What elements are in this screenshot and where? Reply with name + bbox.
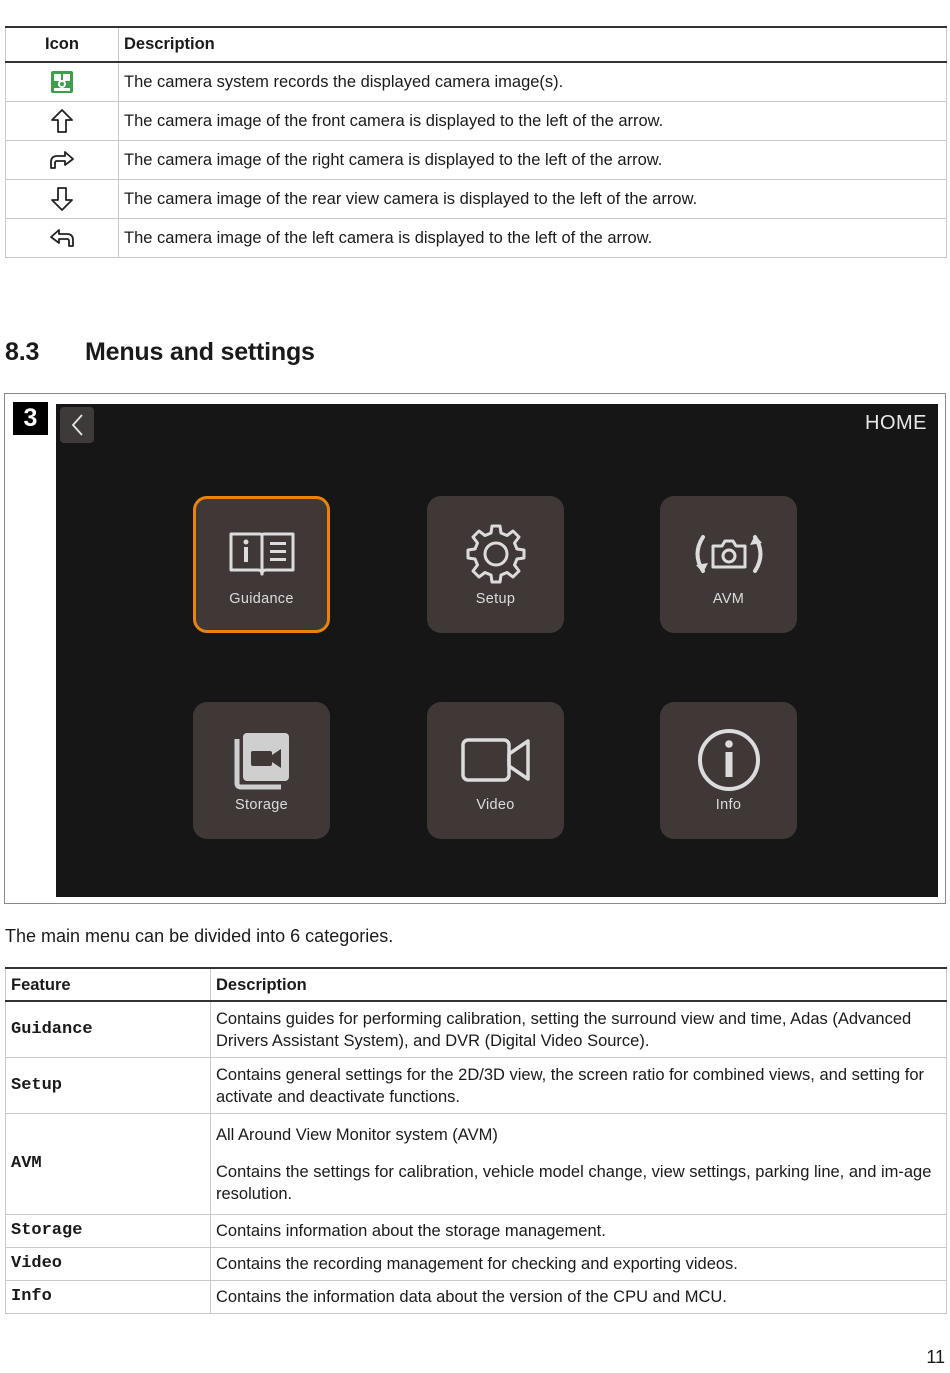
table-row xyxy=(6,1001,947,1058)
table-row xyxy=(6,1114,947,1215)
guidance-tile[interactable] xyxy=(193,496,330,633)
table-row xyxy=(6,1058,947,1114)
video-camera-icon xyxy=(459,734,533,786)
icon-description: The camera image of the right camera is displayed to the left of the arrow. xyxy=(119,141,947,180)
description-column-header: Description xyxy=(119,27,947,62)
figure-frame xyxy=(4,393,946,904)
figure-number: 3 xyxy=(13,402,48,435)
table-row xyxy=(6,1248,947,1281)
feature-description: Contains the information data about the version of the CPU and MCU. xyxy=(216,1288,727,1306)
table-row xyxy=(6,62,947,102)
feature-description: Contains information about the storage management. xyxy=(216,1222,606,1240)
feature-column-header: Feature xyxy=(6,968,211,1001)
table-row xyxy=(6,219,947,258)
record-camera-icon xyxy=(50,70,74,94)
feature-name: Guidance xyxy=(6,1001,211,1058)
info-tile[interactable] xyxy=(660,702,797,839)
feature-description: All Around View Monitor system (AVM) xyxy=(216,1125,498,1144)
icon-description: The camera image of the left camera is displayed to the left of the arrow. xyxy=(119,219,947,258)
home-screen xyxy=(56,404,938,897)
icon-table xyxy=(5,26,947,258)
tile-label: Setup xyxy=(475,591,516,607)
section-heading xyxy=(5,338,315,367)
arrow-up-icon xyxy=(50,108,74,134)
icon-description: The camera system records the displayed camera image(s). xyxy=(119,62,947,102)
feature-description: Contains the settings for calibration, vehicle model change, view settings, parking line, and im-age resolution. xyxy=(216,1162,932,1203)
table-row xyxy=(6,1281,947,1314)
table-row xyxy=(6,141,947,180)
tile-label: Guidance xyxy=(229,591,294,607)
tile-label: AVM xyxy=(712,591,745,607)
video-tile[interactable] xyxy=(427,702,564,839)
book-info-icon xyxy=(227,528,297,580)
media-storage-icon xyxy=(229,727,295,793)
feature-description: Contains general settings for the 2D/3D view, the screen ratio for combined views, and setting for activate and deactivate functions. xyxy=(216,1065,925,1106)
table-row xyxy=(6,102,947,141)
section-number: 8.3 xyxy=(5,338,40,366)
storage-tile[interactable] xyxy=(193,702,330,839)
feature-name: Setup xyxy=(6,1058,211,1114)
arrow-down-icon xyxy=(50,186,74,212)
page-number: 11 xyxy=(926,1347,945,1367)
gear-icon xyxy=(464,522,528,586)
table-row xyxy=(6,180,947,219)
back-button[interactable] xyxy=(60,407,94,443)
intro-paragraph: The main menu can be divided into 6 categories. xyxy=(5,926,394,946)
info-icon xyxy=(696,727,762,793)
feature-name: Info xyxy=(6,1281,211,1314)
tile-label: Info xyxy=(715,797,742,813)
arrow-left-icon xyxy=(49,227,75,249)
setup-tile[interactable] xyxy=(427,496,564,633)
feature-description: Contains guides for performing calibration, setting the surround view and time, Adas (Advanced Drivers Assistant System), and DVR (Digital Video Source). xyxy=(216,1009,912,1050)
feature-name: AVM xyxy=(6,1114,211,1215)
feature-name: Storage xyxy=(6,1215,211,1248)
icon-column-header: Icon xyxy=(6,27,119,62)
tile-label: Storage xyxy=(235,797,288,813)
table-row xyxy=(6,1215,947,1248)
feature-table xyxy=(5,967,947,1314)
description-column-header: Description xyxy=(211,968,947,1001)
feature-description: Contains the recording management for checking and exporting videos. xyxy=(216,1255,738,1273)
feature-name: Video xyxy=(6,1248,211,1281)
tile-label: Video xyxy=(476,797,515,813)
icon-description: The camera image of the front camera is displayed to the left of the arrow. xyxy=(119,102,947,141)
arrow-right-icon xyxy=(49,149,75,171)
avm-tile[interactable] xyxy=(660,496,797,633)
chevron-left-icon xyxy=(70,413,84,437)
rotate-camera-icon xyxy=(689,529,769,579)
icon-description: The camera image of the rear view camera is displayed to the left of the arrow. xyxy=(119,180,947,219)
screen-title: HOME xyxy=(865,412,927,434)
section-title: Menus and settings xyxy=(85,338,315,366)
